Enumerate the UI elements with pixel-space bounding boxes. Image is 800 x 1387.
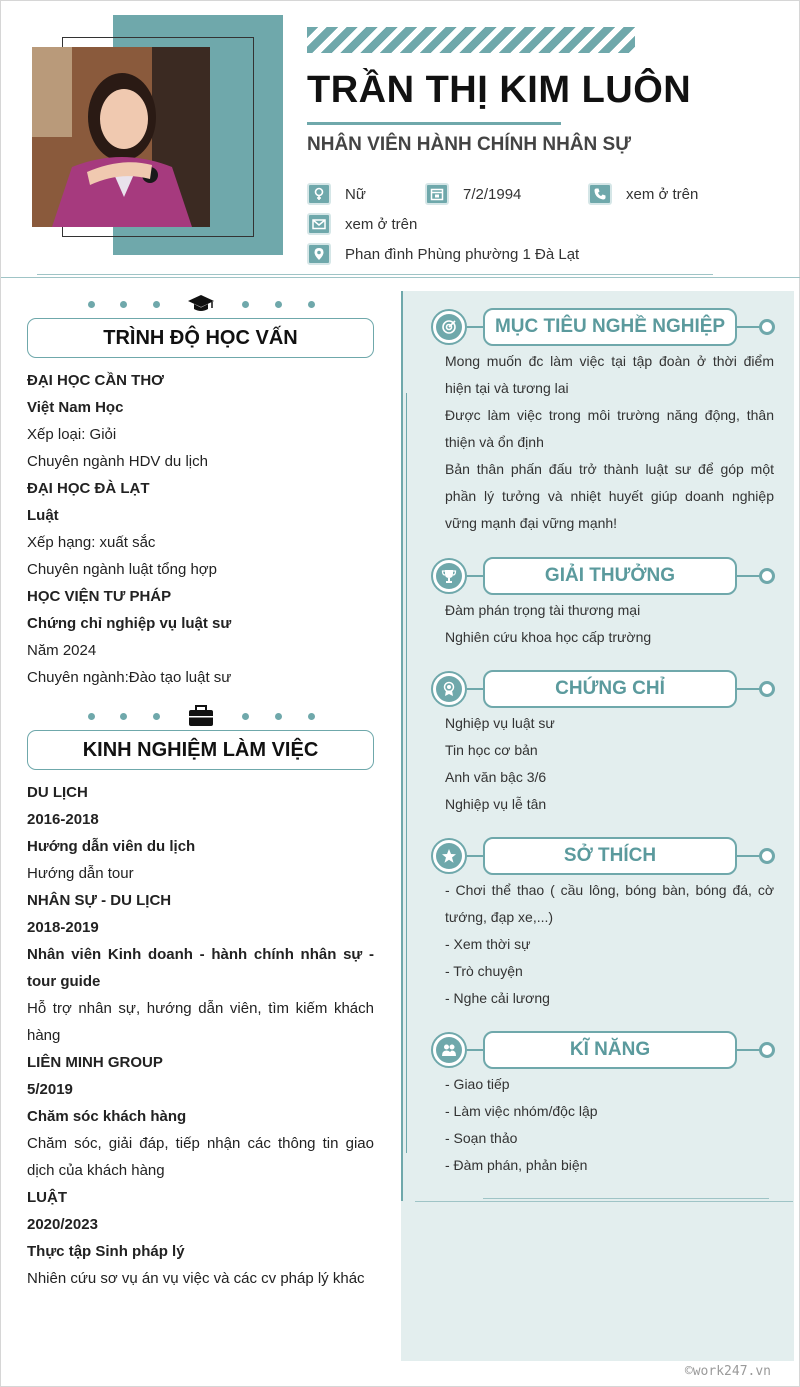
skill-item: - Làm việc nhóm/độc lập [445,1103,598,1119]
location-icon [307,243,331,265]
experience-line: Hướng dẫn tour [27,865,134,882]
column-divider [401,291,403,1201]
experience-line: Hướng dẫn viên du lịch [27,838,196,855]
phone-info [588,183,698,205]
job-title: NHÂN VIÊN HÀNH CHÍNH NHÂN SỰ [307,134,631,155]
hobbies-text [445,877,774,1012]
skills-text [445,1071,774,1179]
experience-line: Chăm sóc khách hàng [27,1108,187,1125]
skills-heading: KĨ NĂNG [483,1031,737,1069]
education-line: Chuyên ngành luật tổng hợp [27,561,217,578]
gender-icon [307,183,331,205]
experience-line: DU LỊCH [27,784,88,801]
email-info [307,213,417,235]
header-divider-full [1,277,800,278]
email-icon [307,213,331,235]
education-line: Xếp hạng: xuất sắc [27,534,156,551]
watermark: ©work247.vn [684,1364,771,1379]
avatar-photo [32,47,210,227]
candidate-name: TRẦN THỊ KIM LUÔN [307,69,692,111]
education-line: ĐẠI HỌC CẦN THƠ [27,372,164,389]
phone-value: xem ở trên [626,185,699,203]
education-heading: TRÌNH ĐỘ HỌC VẤN [27,318,374,358]
experience-line: 5/2019 [27,1081,73,1098]
star-icon [431,838,467,874]
skill-item: - Giao tiếp [445,1076,510,1092]
graduation-cap-icon [186,292,216,316]
objective-heading: MỤC TIÊU NGHỀ NGHIỆP [483,308,737,346]
address-info [307,243,579,265]
objective-section-header [431,308,776,346]
calendar-icon [425,183,449,205]
email-value: xem ở trên [345,215,418,233]
trophy-icon [431,558,467,594]
skill-item: - Soạn thảo [445,1130,518,1146]
skills-section-header [431,1031,776,1069]
education-line: Xếp loại: Giỏi [27,426,117,443]
hobby-item: - Chơi thể thao ( cầu lông, bóng bàn, bóng đá, cờ tướng, đạp xe,...) [445,882,774,925]
experience-line: Nhiên cứu sơ vụ án vụ việc và các cv pháp lý khác [27,1270,365,1287]
certificates-text [445,710,774,818]
skill-item: - Đàm phán, phản biện [445,1157,588,1173]
experience-line: Nhân viên Kinh doanh - hành chính nhân sự - tour guide [27,946,374,990]
objective-line: Bản thân phấn đấu trở thành luật sư để góp một phần lý tưởng và nhiệt huyết giúp doanh nghiệp vững mạnh đại vững mạnh! [445,461,774,531]
decorative-stripe [307,27,635,53]
experience-line: 2016-2018 [27,811,99,828]
experience-line: Chăm sóc, giải đáp, tiếp nhận các thông tin giao dịch của khách hàng [27,1135,374,1179]
birthdate-value: 7/2/1994 [463,185,522,203]
education-line: Việt Nam Học [27,399,124,416]
education-line: Chuyên ngành HDV du lịch [27,453,208,470]
hobby-item: - Xem thời sự [445,936,531,952]
experience-line: 2018-2019 [27,919,99,936]
certificate-item: Anh văn bậc 3/6 [445,769,547,785]
phone-icon [588,183,612,205]
name-underline [307,122,561,125]
education-line: Luật [27,507,59,524]
address-value: Phan đình Phùng phường 1 Đà Lạt [345,245,580,263]
medal-icon [431,671,467,707]
certificates-heading: CHỨNG CHỈ [483,670,737,708]
gender-info [307,183,366,205]
experience-text [27,779,374,1292]
objective-text [445,348,774,537]
birthdate-info [425,183,521,205]
column-divider-inner [406,393,407,1153]
target-icon [431,309,467,345]
hobby-item: - Trò chuyện [445,963,523,979]
people-icon [431,1032,467,1068]
awards-text [445,597,774,651]
awards-section-header [431,557,776,595]
education-ornament [81,292,321,316]
experience-heading: KINH NGHIỆM LÀM VIỆC [27,730,374,770]
experience-line: LUẬT [27,1189,67,1206]
experience-line: NHÂN SỰ - DU LỊCH [27,892,172,909]
objective-line: Mong muốn đc làm việc tại tập đoàn ở thời điểm hiện tại và tương lai [445,353,774,396]
hobby-item: - Nghe cải lương [445,990,550,1006]
education-text [27,367,374,691]
experience-line: Thực tập Sinh pháp lý [27,1243,185,1260]
certificate-item: Nghiệp vụ lễ tân [445,796,547,812]
education-line: Chứng chỉ nghiệp vụ luật sư [27,615,232,632]
certificate-item: Tin học cơ bản [445,742,538,758]
experience-line: Hỗ trợ nhân sự, hướng dẫn viên, tìm kiếm khách hàng [27,1000,374,1044]
awards-heading: GIẢI THƯỞNG [483,557,737,595]
right-footer-divider-long [415,1201,793,1202]
header-divider [37,274,713,275]
award-item: Đàm phán trọng tài thương mại [445,602,641,618]
certificates-section-header [431,670,776,708]
objective-line: Được làm việc trong môi trường năng động, thân thiện và ổn định [445,407,774,450]
hobbies-heading: SỞ THÍCH [483,837,737,875]
experience-line: LIÊN MINH GROUP [27,1054,163,1071]
education-line: HỌC VIỆN TƯ PHÁP [27,588,172,605]
certificate-item: Nghiệp vụ luật sư [445,715,555,731]
experience-ornament [81,704,321,728]
right-footer-divider [483,1198,769,1199]
experience-line: 2020/2023 [27,1216,98,1233]
education-line: Chuyên ngành:Đào tạo luật sư [27,669,232,686]
briefcase-icon [186,704,216,728]
education-line: Năm 2024 [27,642,97,659]
gender-value: Nữ [345,185,366,203]
education-line: ĐẠI HỌC ĐÀ LẠT [27,480,150,497]
hobbies-section-header [431,837,776,875]
award-item: Nghiên cứu khoa học cấp trường [445,629,652,645]
